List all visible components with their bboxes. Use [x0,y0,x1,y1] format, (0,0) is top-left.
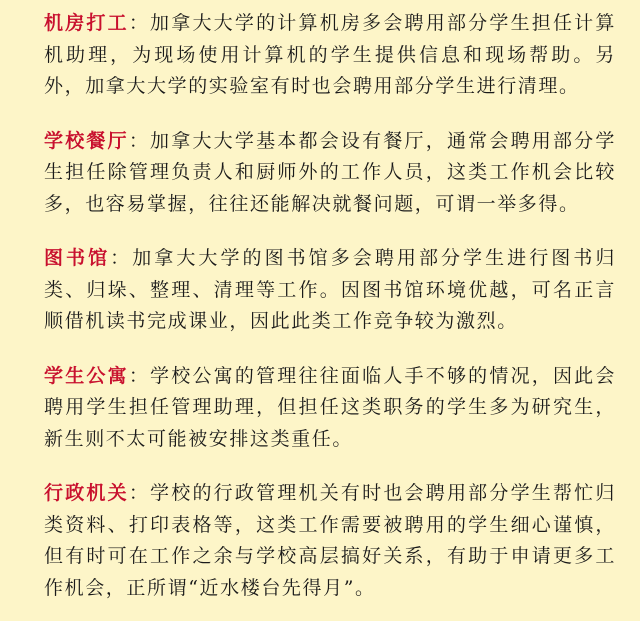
section-heading: 学校餐厅 [44,129,129,152]
section-text: 加拿大大学的图书馆多会聘用部分学生进行图书归类、归垛、整理、清理等工作。因图书馆环境优越，可名正言顺借机读书完成课业，因此此类工作竞争较为激烈。 [44,247,616,332]
section-library [44,243,616,338]
heading-separator: ： [128,364,151,387]
section-heading: 学生公寓 [44,364,129,387]
section-text: 学校的行政管理机关有时也会聘用部分学生帮忙归类资料、打印表格等，这类工作需要被聘用的学生细心谨慎，但有时可在工作之余与学校高层搞好关系，有助于申请更多工作机会，正所谓“近水楼台先得月”。 [44,482,616,599]
section-text: 加拿大大学的计算机房多会聘用部分学生担任计算机助理，为现场使用计算机的学生提供信息和现场帮助。另外，加拿大大学的实验室有时也会聘用部分学生进行清理。 [44,12,616,97]
heading-separator: ： [128,129,151,152]
heading-separator: ： [128,12,151,34]
section-paragraph [44,478,616,604]
section-administration [44,478,616,604]
section-paragraph [44,361,616,456]
section-paragraph [44,126,616,221]
section-cafeteria [44,126,616,221]
heading-separator: ： [128,482,151,504]
section-text: 学校公寓的管理往往面临人手不够的情况，因此会聘用学生担任管理助理，但担任这类职务的学生多为研究生，新生则不太可能被安排这类重任。 [44,364,616,450]
section-paragraph [44,243,616,338]
section-computer-lab [44,8,616,103]
section-heading: 图书馆 [44,247,111,269]
section-paragraph [44,8,616,103]
section-text: 加拿大大学基本都会设有餐厅，通常会聘用部分学生担任除管理负责人和厨师外的工作人员，这类工作机会比较多，也容易掌握，往往还能解决就餐问题，可谓一举多得。 [44,129,616,215]
section-heading: 行政机关 [44,482,129,504]
section-dormitory [44,361,616,456]
heading-separator: ： [110,247,133,269]
section-heading: 机房打工 [44,12,129,34]
